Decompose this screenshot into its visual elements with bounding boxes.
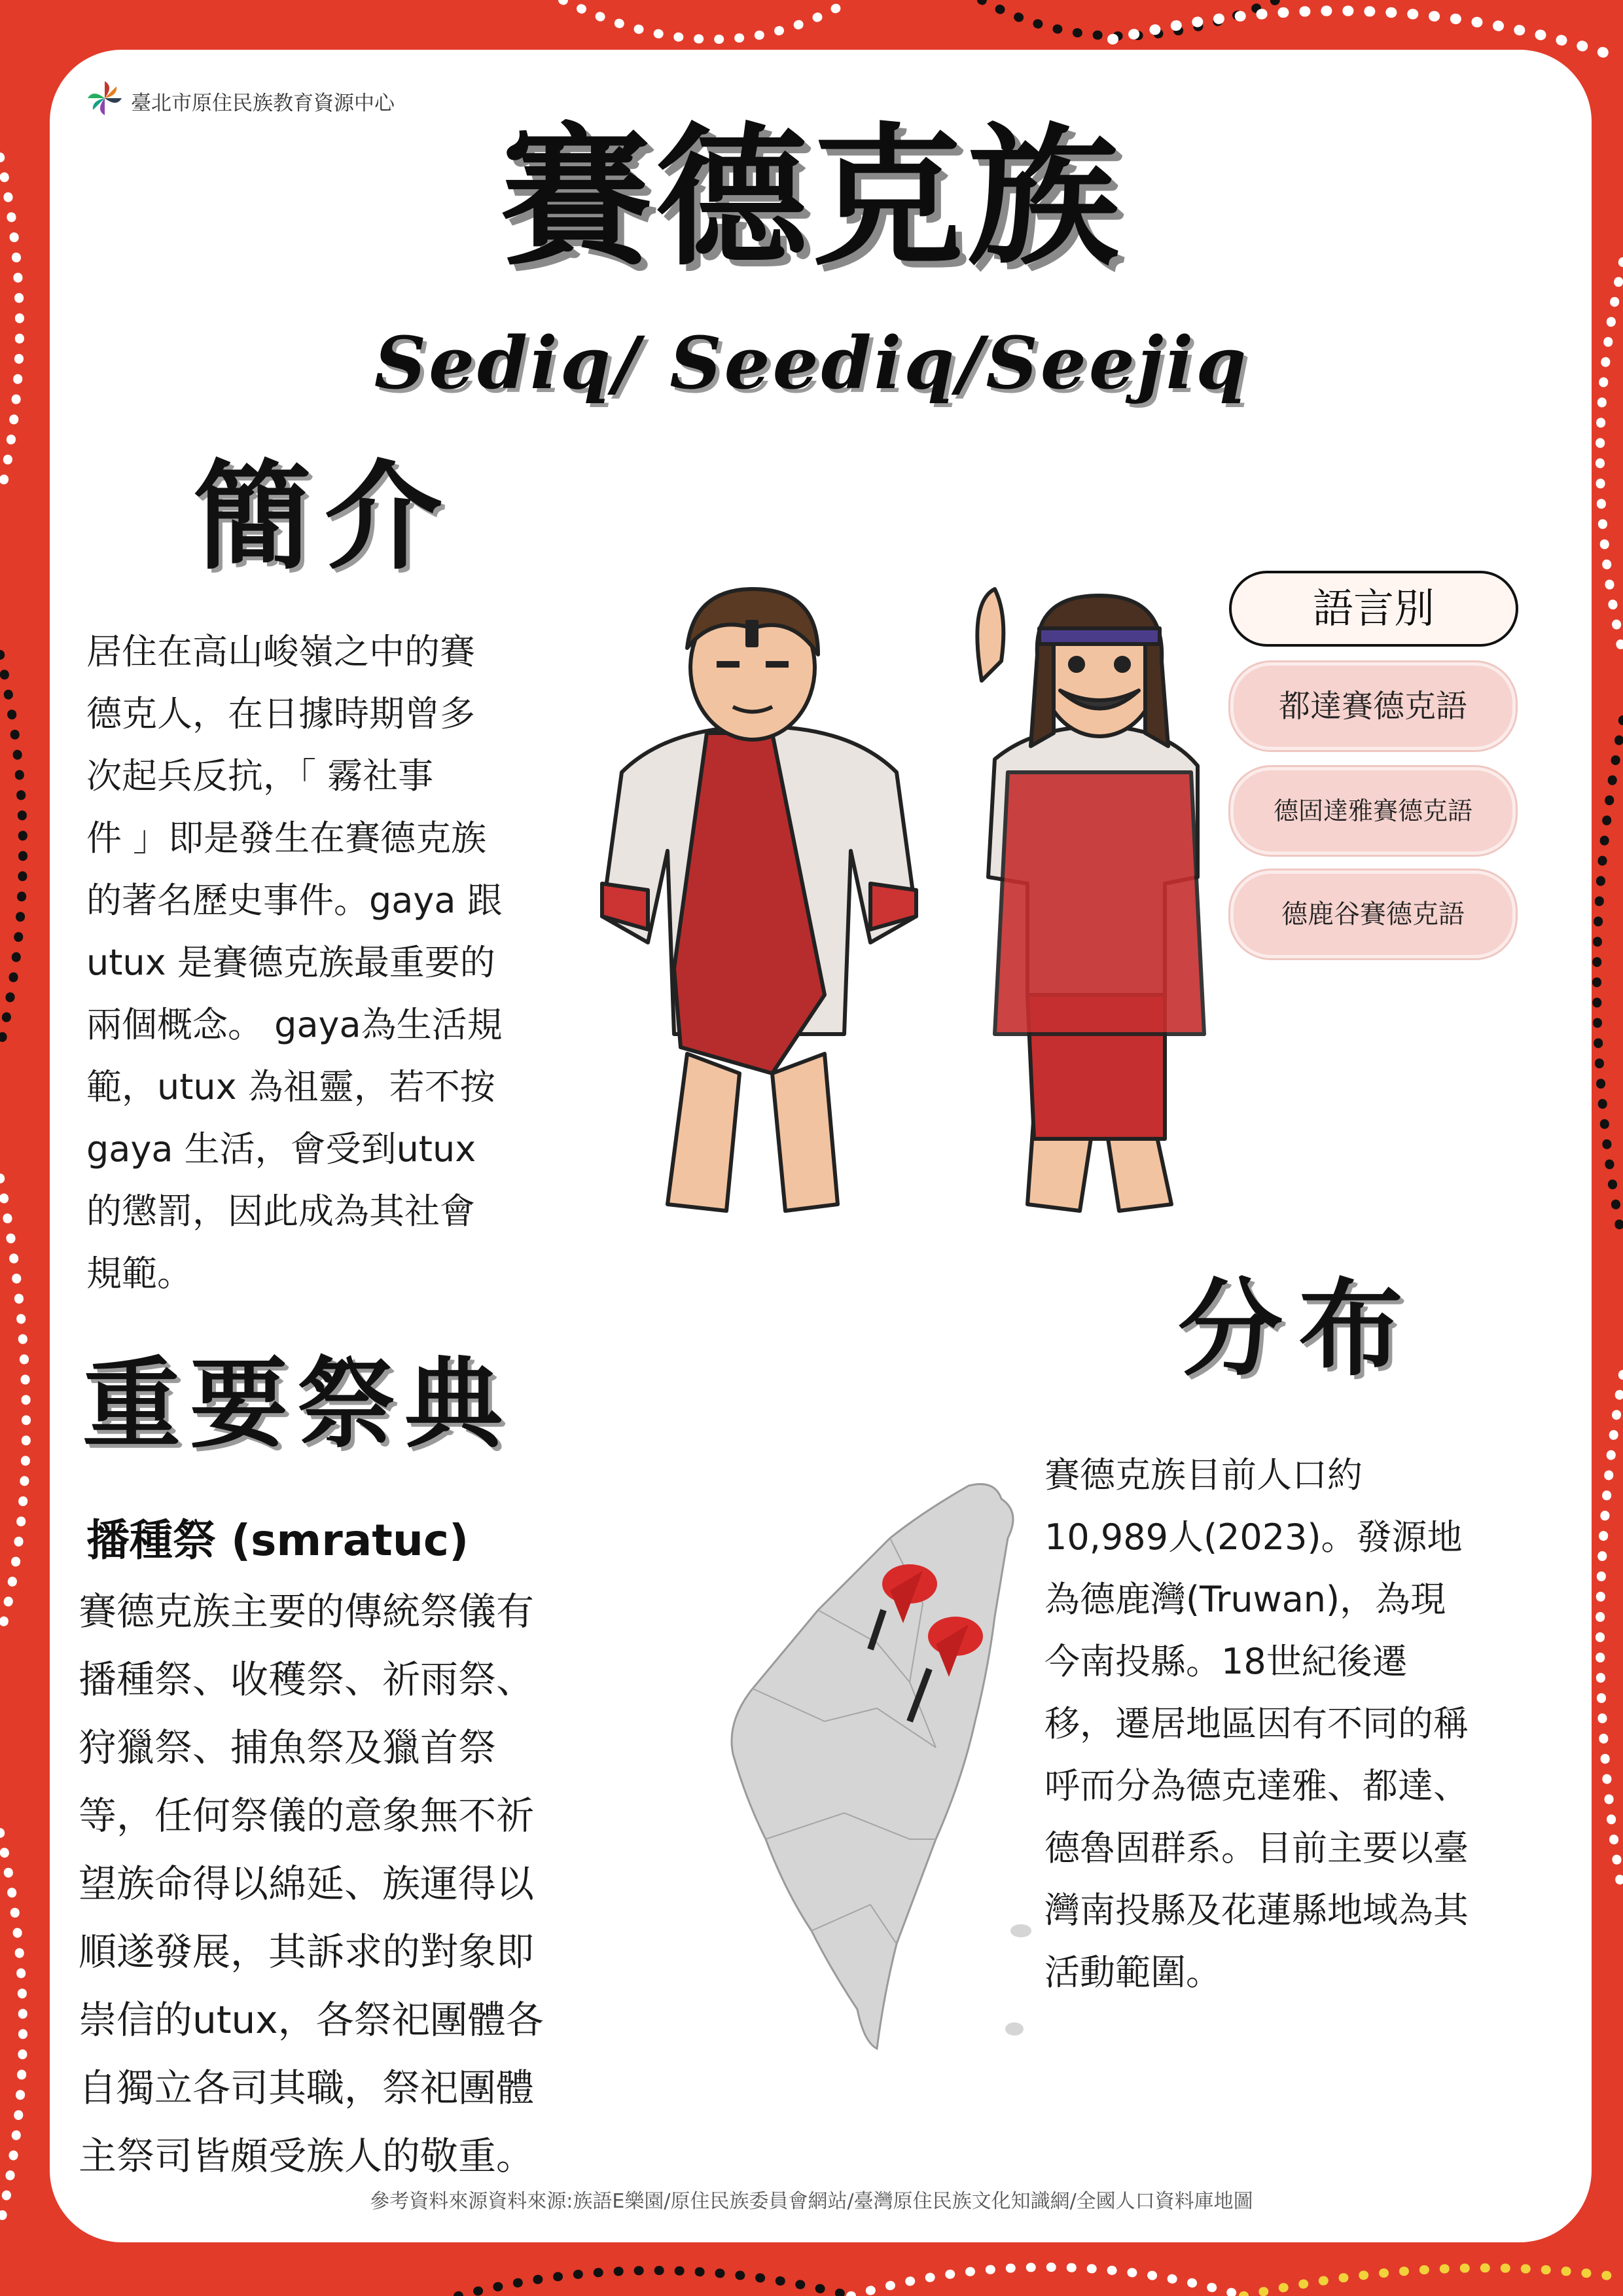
- page-title: 賽德克族: [499, 107, 1123, 286]
- festival-line: 播種祭、收穫祭、祈雨祭、: [79, 1657, 535, 1702]
- intro-line: 次起兵反抗，「 霧社事: [86, 755, 434, 797]
- festival-line: 崇信的utux，各祭祀團體各: [79, 1998, 544, 2042]
- woman-figure: [977, 589, 1204, 1211]
- festival-heading: 重要祭典: [82, 1346, 512, 1462]
- festival-line: 自獨立各司其職，祭祀團體: [79, 2066, 535, 2110]
- intro-line: 德克人，在日據時期曾多: [86, 693, 475, 734]
- language-item: 都達賽德克語: [1230, 662, 1516, 750]
- distribution-line: 呼而分為德克達雅、都達、: [1044, 1765, 1469, 1806]
- language-item: 德鹿谷賽德克語: [1230, 870, 1516, 958]
- distribution-line: 活動範圍。: [1044, 1952, 1221, 1993]
- intro-line: 的懲罰，因此成為其社會: [86, 1191, 475, 1232]
- festival-line: 狩獵祭、捕魚祭及獵首祭: [79, 1725, 497, 1770]
- islet-shape: [1005, 2022, 1024, 2036]
- intro-line: 居住在高山峻嶺之中的賽: [86, 631, 475, 672]
- festival-line: 順遂發展，其訴求的對象即: [79, 1929, 535, 1974]
- festival-text: [79, 1577, 641, 2190]
- distribution-line: 德魯固群系。目前主要以臺: [1044, 1827, 1469, 1869]
- distribution-text: [1044, 1444, 1568, 2003]
- pinwheel-logo-icon: [84, 77, 126, 119]
- distribution-line: 移，遷居地區因有不同的稱: [1044, 1703, 1469, 1744]
- distribution-line: 賽德克族目前人口約: [1044, 1454, 1363, 1496]
- sediq-man-and-woman-illustration: [576, 576, 1224, 1230]
- intro-line: 範，utux 為祖靈，若不按: [86, 1066, 495, 1107]
- org-name: 臺北市原住民族教育資源中心: [131, 92, 395, 115]
- intro-text: [86, 620, 597, 1304]
- taiwan-island-shape: [732, 1484, 1013, 2049]
- intro-heading: 簡介: [194, 448, 456, 586]
- islet-shape: [1010, 1924, 1031, 1937]
- language-heading: 語言別: [1229, 571, 1518, 647]
- festival-line: 賽德克族主要的傳統祭儀有: [79, 1589, 535, 1634]
- festival-name: 播種祭 (smratuc): [86, 1515, 469, 1566]
- man-figure: [602, 589, 916, 1211]
- distribution-line: 灣南投縣及花蓮縣地域為其: [1044, 1890, 1469, 1931]
- intro-line: gaya 生活，會受到utux: [86, 1128, 476, 1170]
- distribution-line: 為德鹿灣(Truwan)，為現: [1044, 1579, 1446, 1620]
- intro-line: 件 」即是發生在賽德克族: [86, 817, 487, 859]
- festival-line: 等，任何祭儀的意象無不祈: [79, 1793, 535, 1838]
- festival-line: 望族命得以綿延、族運得以: [79, 1861, 535, 1906]
- distribution-line: 今南投縣。18世紀後遷: [1044, 1641, 1408, 1682]
- page-subtitle: Sediq/ Seediq/Seejiq: [374, 321, 1249, 405]
- footer-references: 參考資料來源資料來源:族語E樂園/原住民族委員會網站/臺灣原住民族文化知識網/全國人口資料庫地圖: [370, 2190, 1253, 2213]
- intro-line: utux 是賽德克族最重要的: [86, 942, 495, 983]
- intro-line: 兩個概念。 gaya為生活規: [86, 1004, 503, 1045]
- distribution-heading: 分布: [1178, 1267, 1419, 1390]
- language-item: 德固達雅賽德克語: [1230, 767, 1516, 855]
- intro-line: 的著名歷史事件。gaya 跟: [86, 880, 503, 921]
- festival-line: 主祭司皆頗受族人的敬重。: [79, 2134, 535, 2178]
- intro-line: 規範。: [86, 1253, 192, 1294]
- distribution-line: 10,989人(2023)。發源地: [1044, 1516, 1463, 1558]
- taiwan-map-with-pins: [713, 1473, 1054, 2062]
